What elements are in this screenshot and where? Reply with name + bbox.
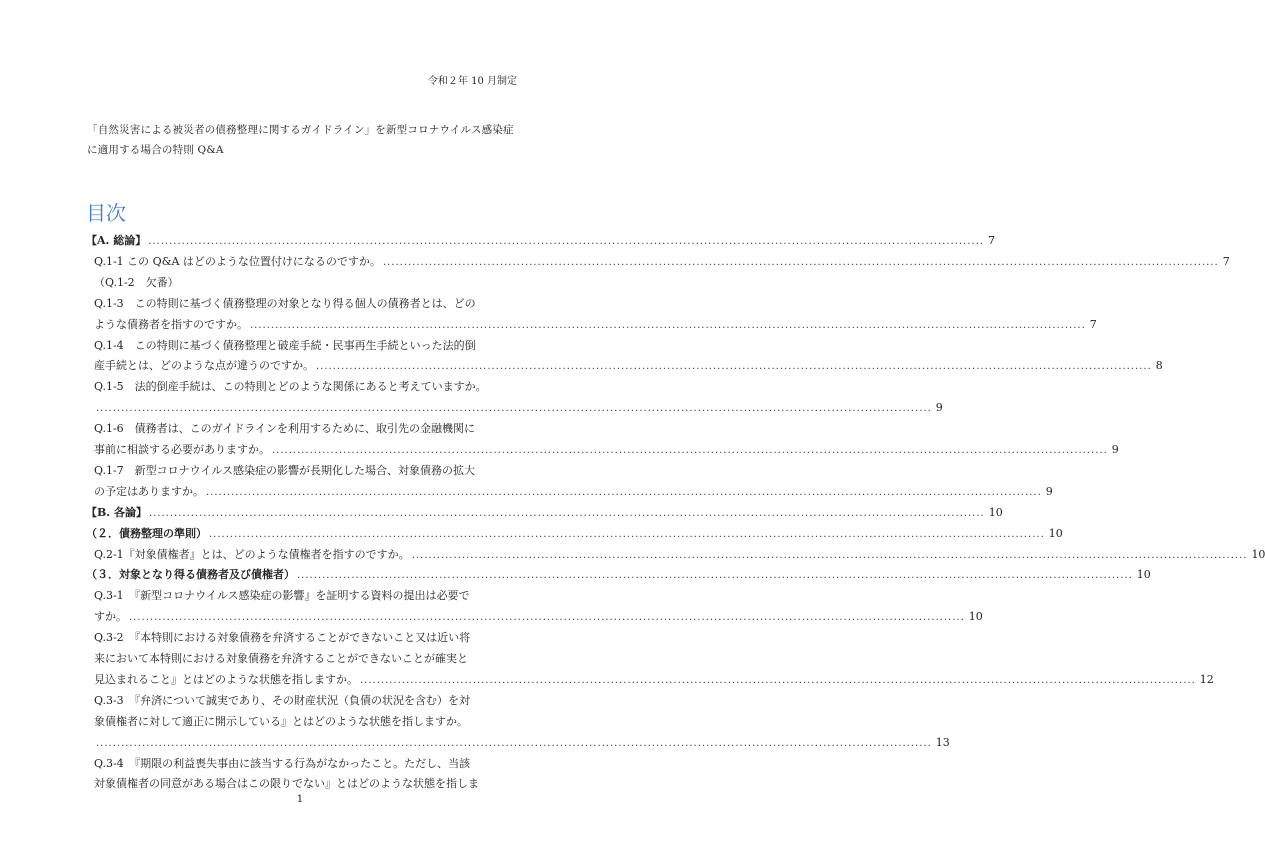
toc-entry-continuation [86,775,522,793]
toc-entry[interactable] [86,441,1119,459]
toc-heading: 目次 [86,201,126,225]
toc-entry-continuation [86,629,522,647]
toc-dot-leader: ........................................................................................................................................................................................................ [316,361,1152,373]
toc-entry-text: すか。 [94,610,127,624]
toc-entry[interactable] [86,253,1230,271]
toc-entry-continuation [86,378,522,396]
toc-entry-continuation [86,692,522,710]
toc-dot-leader: ........................................................................................................................................................................................................ [272,445,1108,456]
toc-entry-continuation [86,337,522,355]
toc-entry-text: Q.2-1『対象債権者』とは、どのような債権者を指すのですか。 [94,547,410,561]
toc-entry-text: Q.1-5 法的倒産手続は、この特則とどのような関係にあると考えていますか。 [94,380,487,394]
toc-entry[interactable] [86,483,1053,501]
toc-entry-continuation [86,420,522,438]
toc-page-number: 7 [987,234,995,247]
toc-entry-continuation [86,274,522,292]
toc-entry-text: 見込まれること』とはどのような状態を指しますか。 [94,672,358,686]
toc-entry-text: Q.3-1 『新型コロナウイルス感染症の影響』を証明する資料の提出は必要で [94,589,470,603]
toc-entry[interactable] [86,232,995,250]
toc-entry-continuation [86,462,522,480]
toc-entry-text: 【B. 各論】 [86,505,147,519]
toc-page-number: 7 [1089,317,1097,331]
toc-page-number: 10 [1251,547,1265,561]
page-number: 1 [296,793,304,805]
toc-page-number: 10 [1136,568,1151,582]
toc-page-number: 9 [1045,484,1053,498]
toc-page-number: 9 [1111,443,1119,456]
toc-entry-text: 産手続とは、どのような点が違うのですか。 [94,359,314,373]
toc-page-number: 10 [1048,526,1063,540]
enactment-date: 令和２年 10 月制定 [427,76,517,87]
toc-entry[interactable] [86,525,1063,543]
toc-entry[interactable] [86,357,1163,375]
toc-page-number: 9 [935,401,943,415]
toc-entry-text: Q.3-3 『弁済について誠実であり、その財産状況（負債の状況を含む）を対 [94,693,470,707]
toc-entry-text: （３．対象となり得る債務者及び債権者） [86,568,295,582]
toc-page-number: 12 [1199,672,1214,686]
toc-entry-text: Q.1-3 この特則に基づく債務整理の対象となり得る個人の債務者とは、どの [94,296,476,310]
toc-page-number: 10 [968,610,983,624]
document-title-line-1: 「自然災害による被災者の債務整理に関するガイドライン」を新型コロナウイルス感染症 [87,124,514,136]
toc-entry-text: ような債務者を指すのですか。 [94,317,248,331]
toc-dot-leader: ........................................................................................................................................................................................................ [209,528,1045,540]
toc-entry[interactable] [86,671,1214,689]
toc-entry-text: 来において本特則における対象債務を弁済することができないことが確実と [94,652,468,665]
toc-entry-text: （２．債務整理の準則） [86,526,207,540]
toc-entry-text: Q.1-7 新型コロナウイルス感染症の影響が長期化した場合、対象債務の拡大 [94,463,476,477]
toc-entry-text: 事前に相談する必要がありますか。 [94,443,270,456]
toc-entry[interactable] [86,504,1003,522]
toc-page-number: 8 [1155,359,1163,373]
toc-entry-text: （Q.1-2 欠番） [94,275,179,289]
toc-entry[interactable] [86,566,1151,584]
toc-dot-leader: ........................................................................................................................................................................................................ [148,236,984,247]
toc-entry[interactable] [86,734,950,752]
toc-entry-text: の予定はありますか。 [94,484,204,498]
toc-dot-leader: ........................................................................................................................................................................................................ [148,507,985,519]
toc-entry-text: Q.1-6 債務者は、このガイドラインを利用するために、取引先の金融機関に [94,422,476,436]
toc-entry-continuation [86,650,522,668]
toc-entry[interactable] [86,399,943,417]
toc-entry-continuation [86,295,522,313]
toc-page-number: 7 [1222,254,1230,268]
toc-dot-leader: ........................................................................................................................................................................................................ [382,256,1219,268]
toc-entry-continuation [86,713,522,731]
toc-entry[interactable] [86,608,983,626]
toc-entry-continuation [86,587,522,605]
toc-entry-text: 【A. 総論】 [86,234,147,247]
toc-dot-leader: ........................................................................................................................................................................................................ [96,737,932,749]
toc-dot-leader: ........................................................................................................................................................................................................ [250,319,1086,331]
toc-dot-leader: ........................................................................................................................................................................................................ [206,486,1042,498]
toc-entry-text: 象債権者に対して適正に開示している』とはどのような状態を指しますか。 [94,714,468,728]
toc-entry[interactable] [86,316,1097,334]
toc-dot-leader: ........................................................................................................................................................................................................ [360,674,1196,686]
toc-entry-text: Q.3-4 『期限の利益喪失事由に該当する行為がなかったこと。ただし、当該 [94,756,471,770]
toc-dot-leader: ........................................................................................................................................................................................................ [96,403,932,415]
toc-dot-leader: ........................................................................................................................................................................................................ [411,549,1248,561]
toc-entry-text: Q.1-4 この特則に基づく債務整理と破産手続・民事再生手続といった法的倒 [94,338,476,352]
toc-dot-leader: ........................................................................................................................................................................................................ [129,612,965,624]
toc-entry-text: Q.3-2 『本特則における対象債務を弁済することができないこと又は近い将 [94,631,471,645]
toc-entry-text: Q.1-1 この Q&A はどのような位置付けになるのですか。 [94,254,381,268]
toc-entry[interactable] [86,546,1265,564]
document-title-line-2: に適用する場合の特則 Q&A [87,144,224,156]
toc-entry-text: 対象債権者の同意がある場合はこの限りでない』とはどのような状態を指しま [94,777,479,791]
toc-dot-leader: ........................................................................................................................................................................................................ [297,570,1133,582]
toc-page-number: 13 [935,735,950,749]
toc-entry-continuation [86,755,522,773]
toc-page-number: 10 [988,505,1003,519]
